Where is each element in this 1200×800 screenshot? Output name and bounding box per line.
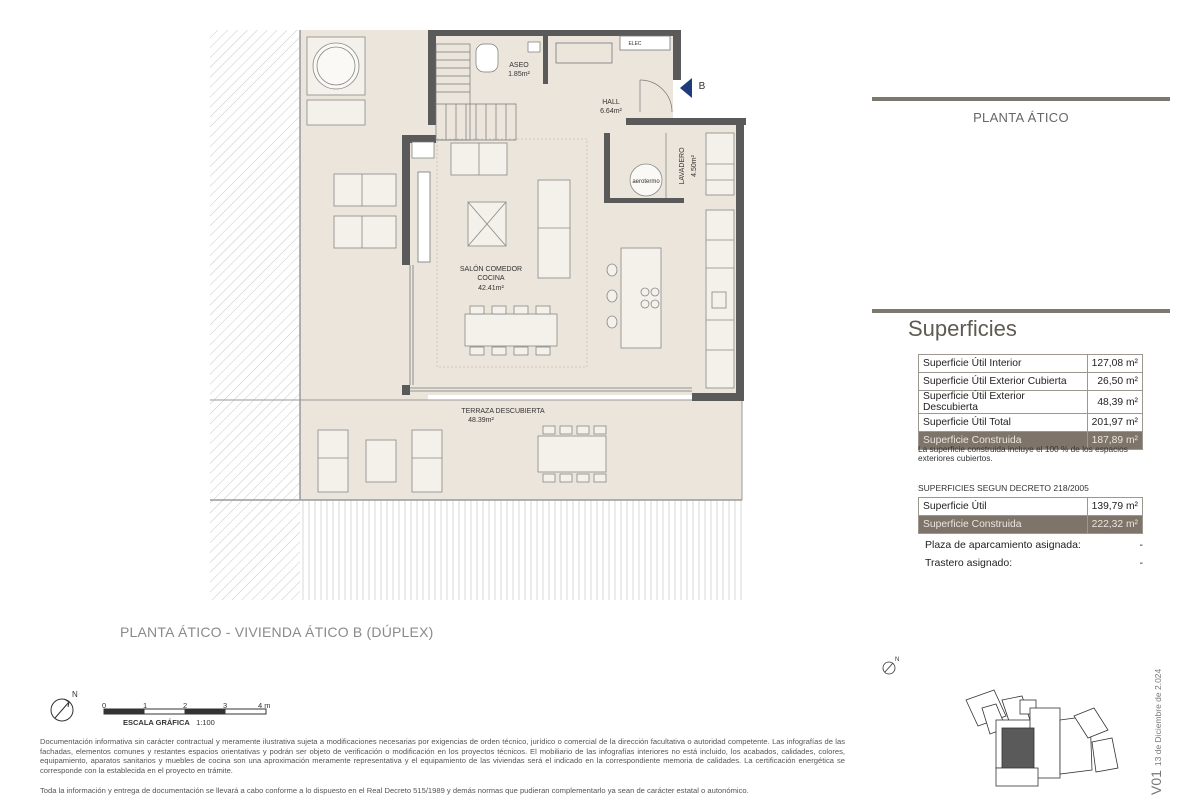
svg-text:N: N [72, 690, 78, 699]
north-compass-small-icon [883, 657, 899, 674]
divider-superficies [872, 309, 1170, 313]
scale-tick-3: 3 [223, 701, 228, 710]
table-row: Superficie Útil 139,79 m² [919, 498, 1143, 516]
room-area-lavadero: 4.50m² [691, 155, 698, 177]
surfaces-table [918, 354, 1143, 450]
table-row: Superficie Útil Exterior Cubierta 26,50 m² [919, 373, 1143, 391]
room-label-cocina: COCINA [477, 275, 505, 282]
room-label-aseo: ASEO [509, 62, 529, 69]
scale-label: ESCALA GRÁFICA 1:100 [123, 718, 215, 727]
elec-label: ELEC [628, 41, 642, 47]
table-row: Superficie Útil Total 201,97 m² [919, 414, 1143, 432]
room-label-aerotermo: aerotermo [632, 179, 660, 185]
svg-text:N: N [895, 657, 900, 663]
sheet-title: PLANTA ÁTICO - VIVIENDA ÁTICO B (DÚPLEX) [120, 624, 434, 640]
table-row: Superficie Construida 222,32 m² [919, 516, 1143, 534]
key-plan [966, 690, 1118, 786]
superficies-heading: Superficies [908, 316, 1017, 341]
room-area-terraza: 48.39m² [468, 417, 494, 424]
scale-tick-2: 2 [183, 701, 188, 710]
room-label-hall: HALL [602, 99, 620, 106]
table-row: Superficie Útil Exterior Descubierta 48,39 m² [919, 391, 1143, 414]
room-label-terraza: TERRAZA DESCUBIERTA [461, 408, 545, 415]
scale-tick-0: 0 [102, 701, 107, 710]
legal-notice: Toda la información y entrega de documentación se llevará a cabo conforme a lo dispuesto en el Real Decreto 515/1989 y demás normas que pudieran complementarlo ya sean de carácter estatal o autonómico. [40, 786, 749, 795]
room-label-lavadero: LAVADERO [679, 147, 686, 185]
decreto-heading: SUPERFICIES SEGUN DECRETO 218/2005 [918, 483, 1089, 493]
table-row: Superficie Útil Interior 127,08 m² [919, 355, 1143, 373]
room-label-salon: SALÓN COMEDOR [459, 266, 523, 273]
entrance-marker [680, 78, 692, 98]
version-stamp: V0113 de Diciembre de 2.024 [1148, 668, 1164, 795]
table-row: Superficie Construida 187,89 m² [919, 432, 1143, 450]
room-area-salon: 42.41m² [478, 285, 504, 292]
decreto-table [918, 497, 1143, 534]
scale-tick-4: 4 m [258, 701, 271, 710]
disclaimer-text: Documentación informativa sin carácter contractual y meramente ilustrativa sujeta a modificaciones necesarias por exigencias de orden técnico, jurídico o comercial de la dirección facultativa o autoridad competente. Las infografías de las fachadas, elementos comunes y restantes espacios orientativas y podrán ser objeto de verificación o modificación en los proyectos técnicos. El mobiliario de las infografías interiores no está incluido, los acabados, calidades, colores, equipamiento, aparatos sanitarios y muebles de cocina son una aproximación meramente representativa y el equipamiento de las viviendas será el indicado en la correspondiente memoria de calidades. La certificación energética se corresponde con la establecida en el proyecto en trámite. [40, 737, 845, 775]
room-area-hall: 6.64m² [600, 108, 622, 115]
north-compass-icon [51, 690, 78, 721]
floor-level-title: PLANTA ÁTICO [973, 110, 1069, 125]
surfaces-note: La superficie construida incluye el 100 % de los espacios exteriores cubiertos. [918, 444, 1128, 463]
parking-row: Plaza de aparcamiento asignada: - [925, 539, 1143, 551]
scale-tick-1: 1 [143, 701, 148, 710]
entrance-label: B [698, 81, 706, 92]
divider-top [872, 97, 1170, 101]
storage-row: Trastero asignado: - [925, 557, 1143, 569]
room-area-aseo: 1.85m² [508, 71, 530, 78]
